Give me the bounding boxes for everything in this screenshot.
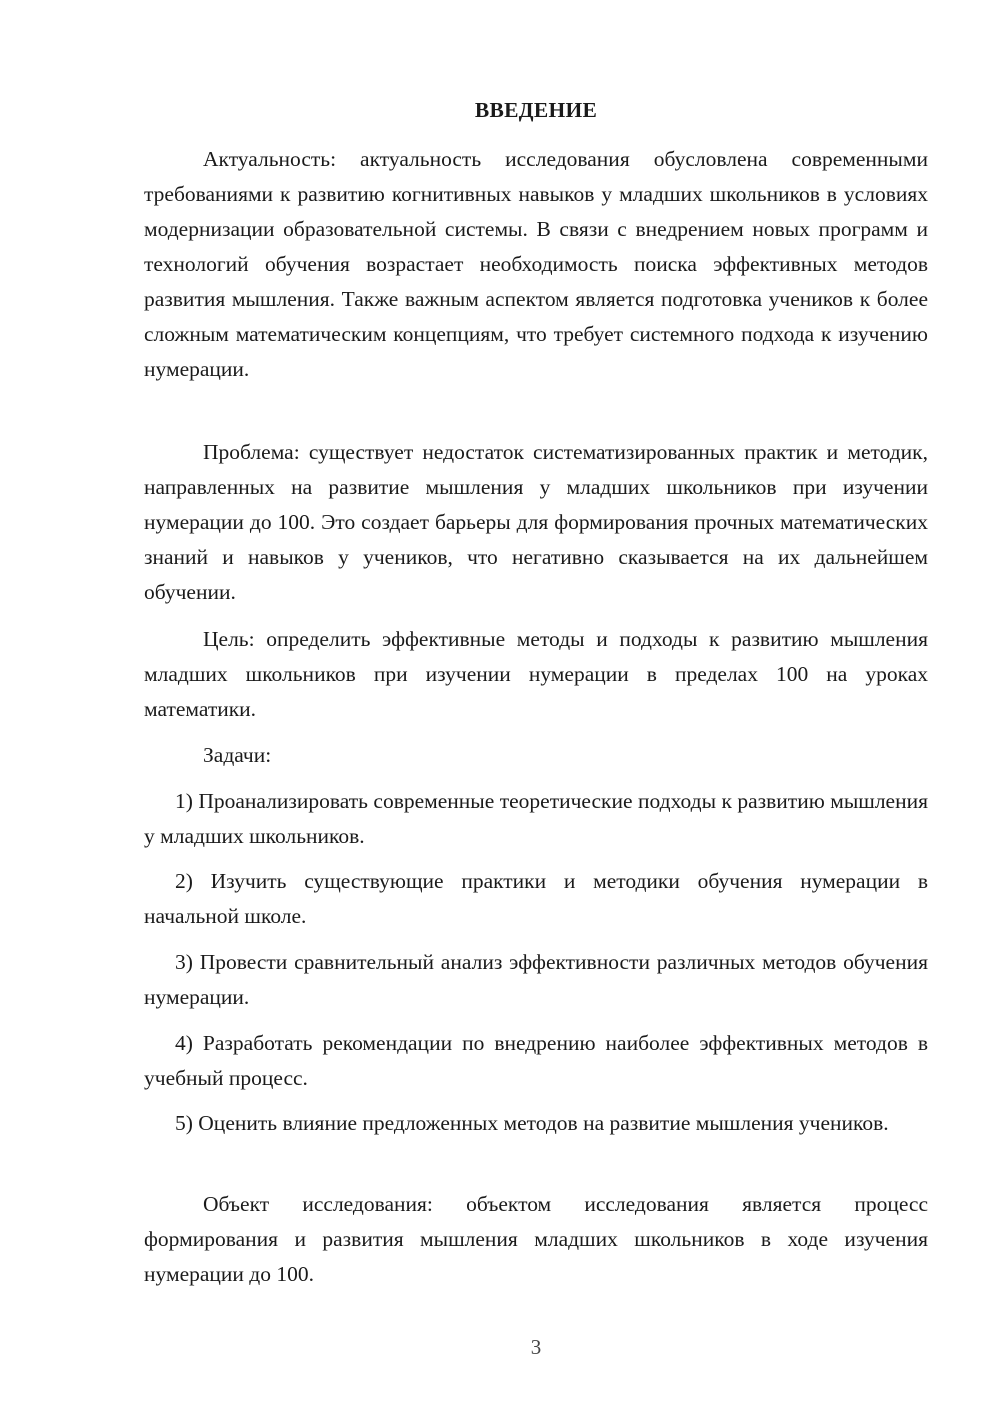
list-item [144,1106,928,1141]
paragraph-text: Проблема: существует недостаток систематизированных практик и методик, направленных на развитие мышления у младших школьников при изучении нумерации до 100. Это создает барьеры для формирования прочных математических знаний и навыков у учеников, что негативно сказывается на их дальнейшем обучении. [144,440,928,604]
list-item-text: 1) Проанализировать современные теоретические подходы к развитию мышления у младших школьников. [144,789,928,848]
paragraph-text: Цель: определить эффективные методы и подходы к развитию мышления младших школьников при изучении нумерации в пределах 100 на уроках математики. [144,627,928,721]
list-item [144,784,928,854]
paragraph-text: Объект исследования: объектом исследования является процесс формирования и развития мышления младших школьников в ходе изучения нумерации до 100. [144,1192,928,1286]
list-item-text: 4) Разработать рекомендации по внедрению наиболее эффективных методов в учебный процесс. [144,1031,928,1090]
paragraph-text: Задачи: [203,743,272,767]
list-item [144,864,928,934]
paragraph-goal [144,622,928,727]
list-item-text: 3) Провести сравнительный анализ эффективности различных методов обучения нумерации. [144,950,928,1009]
list-item [144,945,928,1015]
page-number: 3 [530,1335,542,1359]
paragraph-tasks-heading [144,738,928,773]
list-item [144,1026,928,1096]
paragraph-relevance [144,142,928,387]
page-title: ВВЕДЕНИЕ [474,98,598,122]
paragraph-object [144,1187,928,1292]
paragraph-problem [144,435,928,610]
list-item-text: 2) Изучить существующие практики и методики обучения нумерации в начальной школе. [144,869,928,928]
list-item-text: 5) Оценить влияние предложенных методов на развитие мышления учеников. [175,1111,889,1135]
paragraph-text: Актуальность: актуальность исследования обусловлена современными требованиями к развитию когнитивных навыков у младших школьников в условиях модернизации образовательной системы. В связи с внедрением новых программ и технологий обучения возрастает необходимость поиска эффективных методов развития мышления. Также важным аспектом является подготовка учеников к более сложным математическим концепциям, что требует системного подхода к изучению нумерации. [144,147,928,381]
